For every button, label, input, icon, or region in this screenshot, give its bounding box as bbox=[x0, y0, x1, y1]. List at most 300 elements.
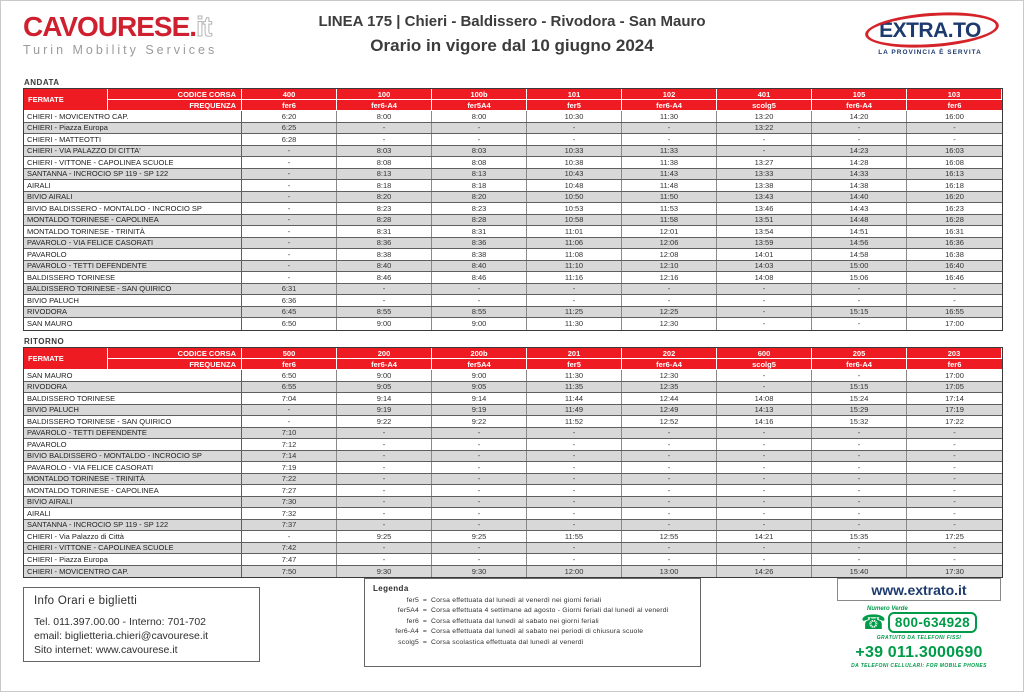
time-cell: 16:46 bbox=[945, 272, 964, 282]
time-cell: 17:05 bbox=[945, 382, 964, 392]
timetable-row bbox=[24, 566, 1002, 578]
timetable-row bbox=[24, 474, 1002, 486]
time-cell: - bbox=[337, 474, 432, 485]
time-cell: 14:23 bbox=[812, 146, 907, 157]
time-cell: - bbox=[953, 520, 956, 530]
stop-name-cell: CHIERI - Via Palazzo di Città bbox=[24, 531, 242, 542]
legend-rows bbox=[373, 597, 692, 646]
time-cell: 17:30 bbox=[945, 566, 964, 576]
time-cell: 9:22 bbox=[337, 416, 432, 427]
time-cell: 11:16 bbox=[527, 272, 622, 283]
time-cell: 8:08 bbox=[432, 157, 527, 168]
time-cell: 8:18 bbox=[432, 180, 527, 191]
time-cell: - bbox=[337, 451, 432, 462]
time-cell: 13:27 bbox=[717, 157, 812, 168]
time-cell: 8:38 bbox=[432, 249, 527, 260]
cavourese-brand-suffix: it bbox=[196, 11, 212, 42]
numero-verde-note: GRATUITO DA TELEFONI FISSI bbox=[876, 635, 962, 641]
extrato-logo bbox=[865, 15, 995, 56]
info-email-line: email: biglietteria.chieri@cavourese.it bbox=[34, 629, 209, 642]
timetable-row bbox=[24, 543, 1002, 555]
time-cell: - bbox=[337, 134, 432, 145]
time-cell: 11:35 bbox=[527, 382, 622, 393]
timetable-row bbox=[24, 238, 1002, 250]
time-cell: - bbox=[622, 428, 717, 439]
stop-name-cell: AIRALI bbox=[24, 180, 242, 191]
time-cell: - bbox=[432, 497, 527, 508]
time-cell: - bbox=[812, 554, 907, 565]
trip-frequency-cell: fer6-A4 bbox=[622, 359, 717, 370]
time-cell: 16:23 bbox=[945, 203, 964, 213]
time-cell: 11:25 bbox=[527, 307, 622, 318]
time-cell: - bbox=[622, 554, 717, 565]
time-cell: - bbox=[953, 462, 956, 472]
time-cell: 15:15 bbox=[812, 382, 907, 393]
time-cell: 12:08 bbox=[622, 249, 717, 260]
stop-name-cell: MONTALDO TORINESE - TRINITÀ bbox=[24, 474, 242, 485]
time-cell: 17:00 bbox=[945, 370, 964, 380]
time-cell: - bbox=[337, 123, 432, 134]
cavourese-logo bbox=[23, 13, 217, 57]
time-cell: 17:22 bbox=[945, 416, 964, 426]
stop-name-cell: CHIERI - MATTEOTTI bbox=[24, 134, 242, 145]
time-cell: - bbox=[717, 520, 812, 531]
time-cell: 8:38 bbox=[337, 249, 432, 260]
time-cell: 8:46 bbox=[432, 272, 527, 283]
trip-frequency-cell: fer6 bbox=[242, 100, 337, 111]
frequenza-label-cell: FREQUENZA bbox=[108, 100, 242, 111]
legend-description: Corsa effettuata 4 settimane ad agosto - Giorni feriali dal lunedì al venerdì bbox=[431, 607, 669, 614]
time-cell: 16:08 bbox=[945, 157, 964, 167]
time-cell: 14:20 bbox=[812, 111, 907, 122]
time-cell: 12:06 bbox=[622, 238, 717, 249]
trip-code-cell: 202 bbox=[622, 348, 717, 359]
time-cell: 11:49 bbox=[527, 405, 622, 416]
time-cell: - bbox=[242, 169, 337, 180]
time-cell: - bbox=[812, 497, 907, 508]
time-cell: - bbox=[953, 428, 956, 438]
document-header bbox=[23, 7, 1001, 71]
time-cell: 11:53 bbox=[622, 203, 717, 214]
time-cell: 15:40 bbox=[812, 566, 907, 578]
time-cell: - bbox=[717, 485, 812, 496]
time-cell: 14:21 bbox=[717, 531, 812, 542]
timetable-row bbox=[24, 307, 1002, 319]
time-cell: - bbox=[953, 554, 956, 564]
stop-name-cell: SANTANNA - INCROCIO SP 119 - SP 122 bbox=[24, 520, 242, 531]
time-cell: - bbox=[953, 284, 956, 294]
time-cell: 11:44 bbox=[527, 393, 622, 404]
time-cell: 6:36 bbox=[242, 295, 337, 306]
mobile-number: +39 011.3000690 bbox=[855, 644, 983, 661]
section-label-andata: ANDATA bbox=[24, 78, 60, 87]
time-cell: 9:25 bbox=[337, 531, 432, 542]
legend-equals: = bbox=[422, 607, 428, 614]
time-cell: 14:16 bbox=[717, 416, 812, 427]
trip-frequency-cell: scolg5 bbox=[717, 359, 812, 370]
extrato-logo-tagline: LA PROVINCIA È SERVITA bbox=[878, 49, 982, 56]
time-cell: 11:50 bbox=[622, 192, 717, 203]
time-cell: 9:00 bbox=[432, 370, 527, 381]
time-cell: - bbox=[717, 318, 812, 330]
time-cell: - bbox=[432, 462, 527, 473]
trip-frequency-cell: fer6 bbox=[907, 100, 1002, 111]
time-cell: - bbox=[812, 428, 907, 439]
extrato-contact-block bbox=[837, 578, 1001, 669]
time-cell: - bbox=[812, 485, 907, 496]
timetable-row bbox=[24, 226, 1002, 238]
time-cell: - bbox=[812, 520, 907, 531]
legend-description: Corsa scolastica effettuata dal lunedì al venerdì bbox=[431, 638, 584, 646]
time-cell: 17:19 bbox=[945, 405, 964, 415]
time-cell: 17:00 bbox=[945, 319, 964, 329]
time-cell: 8:18 bbox=[337, 180, 432, 191]
trip-frequency-cell: fer6-A4 bbox=[337, 359, 432, 370]
legend-title: Legenda bbox=[373, 584, 409, 593]
time-cell: 11:30 bbox=[622, 111, 717, 122]
trip-frequency-cell: fer6 bbox=[242, 359, 337, 370]
trip-frequency-cell: fer6-A4 bbox=[622, 100, 717, 111]
legend-item bbox=[373, 597, 692, 604]
time-cell: 8:28 bbox=[337, 215, 432, 226]
extrato-website: www.extrato.it bbox=[837, 578, 1001, 601]
trip-frequency-cell: fer6-A4 bbox=[812, 359, 907, 370]
time-cell: - bbox=[953, 439, 956, 449]
time-cell: 14:58 bbox=[812, 249, 907, 260]
trip-frequency-cell: fer6-A4 bbox=[337, 100, 432, 111]
timetable-row bbox=[24, 370, 1002, 382]
time-cell: 10:50 bbox=[527, 192, 622, 203]
timetable-row bbox=[24, 180, 1002, 192]
time-cell: - bbox=[717, 284, 812, 295]
time-cell: 14:01 bbox=[717, 249, 812, 260]
time-cell: 16:13 bbox=[945, 169, 964, 179]
time-cell: 15:00 bbox=[812, 261, 907, 272]
time-cell: 8:40 bbox=[337, 261, 432, 272]
time-cell: 11:48 bbox=[622, 180, 717, 191]
time-cell: 14:08 bbox=[717, 272, 812, 283]
time-cell: 11:55 bbox=[527, 531, 622, 542]
time-cell: 6:45 bbox=[242, 307, 337, 318]
trip-frequency-cell: fer5 bbox=[527, 100, 622, 111]
time-cell: 12:16 bbox=[622, 272, 717, 283]
time-cell: - bbox=[337, 520, 432, 531]
trip-frequency-cell: fer5 bbox=[527, 359, 622, 370]
timetable-row bbox=[24, 318, 1002, 330]
time-cell: 14:08 bbox=[717, 393, 812, 404]
time-cell: 8:20 bbox=[432, 192, 527, 203]
time-cell: - bbox=[242, 146, 337, 157]
time-cell: - bbox=[337, 543, 432, 554]
time-cell: 6:25 bbox=[242, 123, 337, 134]
stop-name-cell: CHIERI - MOVICENTRO CAP. bbox=[24, 111, 242, 122]
time-cell: 14:28 bbox=[812, 157, 907, 168]
time-cell: 12:25 bbox=[622, 307, 717, 318]
extrato-name-text: EXTRA.TO bbox=[879, 19, 981, 42]
trip-code-cell: 102 bbox=[622, 89, 717, 100]
timetable-row bbox=[24, 382, 1002, 394]
trip-code-cell: 203 bbox=[907, 348, 1002, 359]
time-cell: 9:22 bbox=[432, 416, 527, 427]
time-cell: 11:06 bbox=[527, 238, 622, 249]
time-cell: - bbox=[622, 474, 717, 485]
time-cell: - bbox=[527, 485, 622, 496]
time-cell: - bbox=[622, 462, 717, 473]
time-cell: - bbox=[717, 497, 812, 508]
time-cell: 12:10 bbox=[622, 261, 717, 272]
time-cell: - bbox=[622, 295, 717, 306]
time-cell: - bbox=[527, 474, 622, 485]
time-cell: 8:13 bbox=[432, 169, 527, 180]
fermate-header-cell: FERMATE bbox=[24, 348, 108, 370]
time-cell: - bbox=[717, 462, 812, 473]
time-cell: 16:18 bbox=[945, 180, 964, 190]
time-cell: - bbox=[622, 284, 717, 295]
time-cell: 13:38 bbox=[717, 180, 812, 191]
stop-name-cell: PAVAROLO - VIA FELICE CASORATI bbox=[24, 462, 242, 473]
time-cell: - bbox=[812, 439, 907, 450]
time-cell: 11:30 bbox=[527, 370, 622, 381]
time-cell: - bbox=[242, 531, 337, 542]
trip-frequency-cell: fer6 bbox=[907, 359, 1002, 370]
time-cell: 7:19 bbox=[242, 462, 337, 473]
timetable-row bbox=[24, 157, 1002, 169]
time-cell: - bbox=[432, 451, 527, 462]
timetable-row bbox=[24, 416, 1002, 428]
time-cell: - bbox=[337, 295, 432, 306]
time-cell: 16:03 bbox=[945, 146, 964, 156]
stop-name-cell: BALDISSERO TORINESE bbox=[24, 393, 242, 404]
time-cell: 6:20 bbox=[242, 111, 337, 122]
timetable-header-row bbox=[24, 89, 1002, 111]
legend-key: scolg5 bbox=[398, 638, 419, 646]
time-cell: 8:36 bbox=[432, 238, 527, 249]
time-cell: 13:46 bbox=[717, 203, 812, 214]
stop-name-cell: SAN MAURO bbox=[24, 370, 242, 381]
time-cell: - bbox=[337, 284, 432, 295]
time-cell: - bbox=[812, 474, 907, 485]
timetable-row bbox=[24, 203, 1002, 215]
legend-key: fer5A4 bbox=[397, 607, 419, 614]
time-cell: 12:30 bbox=[622, 370, 717, 381]
time-cell: 7:10 bbox=[242, 428, 337, 439]
time-cell: 9:05 bbox=[432, 382, 527, 393]
time-cell: 16:00 bbox=[945, 111, 964, 121]
time-cell: 8:08 bbox=[337, 157, 432, 168]
time-cell: 10:43 bbox=[527, 169, 622, 180]
legend-equals: = bbox=[422, 638, 428, 646]
timetable-row bbox=[24, 123, 1002, 135]
time-cell: 8:23 bbox=[337, 203, 432, 214]
time-cell: 7:12 bbox=[242, 439, 337, 450]
time-cell: 10:38 bbox=[527, 157, 622, 168]
time-cell: 9:19 bbox=[337, 405, 432, 416]
time-cell: 9:14 bbox=[337, 393, 432, 404]
trip-code-cell: 105 bbox=[812, 89, 907, 100]
time-cell: - bbox=[432, 520, 527, 531]
trip-code-cell: 500 bbox=[242, 348, 337, 359]
stop-name-cell: PAVAROLO bbox=[24, 439, 242, 450]
time-cell: 15:32 bbox=[812, 416, 907, 427]
time-cell: 7:37 bbox=[242, 520, 337, 531]
time-cell: 8:00 bbox=[432, 111, 527, 122]
time-cell: 11:08 bbox=[527, 249, 622, 260]
legend-item bbox=[373, 628, 692, 635]
time-cell: 9:14 bbox=[432, 393, 527, 404]
fermate-header-cell: FERMATE bbox=[24, 89, 108, 111]
time-cell: 14:13 bbox=[717, 405, 812, 416]
trip-code-cell: 100b bbox=[432, 89, 527, 100]
time-cell: 13:51 bbox=[717, 215, 812, 226]
stop-name-cell: CHIERI - VITTONE - CAPOLINEA SCUOLE bbox=[24, 157, 242, 168]
time-cell: - bbox=[812, 462, 907, 473]
stop-name-cell: PAVAROLO - TETTI DEFENDENTE bbox=[24, 261, 242, 272]
stop-name-cell: PAVAROLO bbox=[24, 249, 242, 260]
timetable-row bbox=[24, 393, 1002, 405]
time-cell: - bbox=[432, 134, 527, 145]
timetable-row bbox=[24, 215, 1002, 227]
time-cell: 6:31 bbox=[242, 284, 337, 295]
timetable-row bbox=[24, 295, 1002, 307]
time-cell: 8:13 bbox=[337, 169, 432, 180]
timetable-row bbox=[24, 462, 1002, 474]
time-cell: 10:30 bbox=[527, 111, 622, 122]
time-cell: - bbox=[432, 508, 527, 519]
stop-name-cell: RIVODORA bbox=[24, 307, 242, 318]
time-cell: 6:55 bbox=[242, 382, 337, 393]
time-cell: - bbox=[812, 451, 907, 462]
time-cell: 13:20 bbox=[717, 111, 812, 122]
stop-name-cell: BIVIO PALUCH bbox=[24, 295, 242, 306]
time-cell: - bbox=[432, 554, 527, 565]
time-cell: - bbox=[242, 238, 337, 249]
line-title: LINEA 175 | Chieri - Baldissero - Rivodora - San Mauro bbox=[318, 13, 706, 30]
time-cell: 15:35 bbox=[812, 531, 907, 542]
time-cell: - bbox=[717, 134, 812, 145]
time-cell: 14:03 bbox=[717, 261, 812, 272]
time-cell: - bbox=[622, 485, 717, 496]
time-cell: - bbox=[622, 134, 717, 145]
time-cell: - bbox=[432, 474, 527, 485]
time-cell: 16:55 bbox=[945, 307, 964, 317]
time-cell: - bbox=[953, 543, 956, 553]
time-cell: 8:28 bbox=[432, 215, 527, 226]
legend-description: Corsa effettuata dal lunedì al sabato nei giorni feriali bbox=[431, 617, 599, 625]
trip-code-cell: 100 bbox=[337, 89, 432, 100]
legend-key: fer6-A4 bbox=[395, 628, 419, 635]
time-cell: 12:30 bbox=[622, 318, 717, 330]
time-cell: 9:05 bbox=[337, 382, 432, 393]
time-cell: 17:25 bbox=[945, 531, 964, 541]
timetable-row bbox=[24, 192, 1002, 204]
time-cell: - bbox=[337, 428, 432, 439]
time-cell: 11:38 bbox=[622, 157, 717, 168]
time-cell: - bbox=[622, 520, 717, 531]
time-cell: - bbox=[242, 249, 337, 260]
time-cell: - bbox=[242, 180, 337, 191]
section-label-ritorno: RITORNO bbox=[24, 337, 65, 346]
time-cell: 12:44 bbox=[622, 393, 717, 404]
time-cell: 15:24 bbox=[812, 393, 907, 404]
time-cell: 16:20 bbox=[945, 192, 964, 202]
time-cell: - bbox=[432, 123, 527, 134]
trip-frequency-cell: fer5A4 bbox=[432, 100, 527, 111]
stop-name-cell: CHIERI - MOVICENTRO CAP. bbox=[24, 566, 242, 578]
time-cell: 8:00 bbox=[337, 111, 432, 122]
info-phone-line: Tel. 011.397.00.00 - Interno: 701-702 bbox=[34, 616, 207, 628]
time-cell: 8:40 bbox=[432, 261, 527, 272]
time-cell: - bbox=[812, 295, 907, 306]
stop-name-cell: BIVIO AIRALI bbox=[24, 497, 242, 508]
timetable-row bbox=[24, 497, 1002, 509]
time-cell: - bbox=[717, 428, 812, 439]
time-cell: - bbox=[337, 554, 432, 565]
time-cell: - bbox=[242, 261, 337, 272]
extrato-ellipse-icon bbox=[864, 8, 1000, 51]
trip-frequency-cell: fer5A4 bbox=[432, 359, 527, 370]
time-cell: - bbox=[953, 508, 956, 518]
time-cell: 8:55 bbox=[337, 307, 432, 318]
codice-corsa-label-cell: CODICE CORSA bbox=[108, 348, 242, 359]
time-cell: - bbox=[717, 474, 812, 485]
timetable-row bbox=[24, 554, 1002, 566]
time-cell: 8:31 bbox=[337, 226, 432, 237]
time-cell: - bbox=[432, 543, 527, 554]
trip-code-cell: 200b bbox=[432, 348, 527, 359]
time-cell: 9:30 bbox=[337, 566, 432, 578]
stop-name-cell: SANTANNA - INCROCIO SP 119 - SP 122 bbox=[24, 169, 242, 180]
time-cell: 8:46 bbox=[337, 272, 432, 283]
time-cell: - bbox=[527, 497, 622, 508]
legend-description: Corsa effettuata dal lunedì al sabato nei periodi di chiusura scuole bbox=[431, 628, 644, 635]
stop-name-cell: BIVIO PALUCH bbox=[24, 405, 242, 416]
time-cell: - bbox=[527, 134, 622, 145]
time-cell: 8:03 bbox=[337, 146, 432, 157]
time-cell: - bbox=[717, 295, 812, 306]
time-cell: 11:58 bbox=[622, 215, 717, 226]
timetable-row bbox=[24, 508, 1002, 520]
time-cell: 7:27 bbox=[242, 485, 337, 496]
time-cell: - bbox=[953, 134, 956, 144]
timetable-row bbox=[24, 272, 1002, 284]
legend-item bbox=[373, 618, 692, 625]
time-cell: - bbox=[432, 295, 527, 306]
time-cell: 9:30 bbox=[432, 566, 527, 578]
time-cell: 8:36 bbox=[337, 238, 432, 249]
mobile-number-note: DA TELEFONI CELLULARI: FOR MOBILE PHONES bbox=[851, 663, 987, 669]
time-cell: 7:50 bbox=[242, 566, 337, 578]
time-cell: - bbox=[242, 416, 337, 427]
time-cell: - bbox=[242, 215, 337, 226]
stop-name-cell: AIRALI bbox=[24, 508, 242, 519]
time-cell: 15:06 bbox=[812, 272, 907, 283]
time-cell: 9:00 bbox=[432, 318, 527, 330]
time-cell: 7:14 bbox=[242, 451, 337, 462]
timetable-row bbox=[24, 439, 1002, 451]
time-cell: 16:28 bbox=[945, 215, 964, 225]
timetable-row bbox=[24, 451, 1002, 463]
trip-frequency-cell: fer6-A4 bbox=[812, 100, 907, 111]
time-cell: - bbox=[242, 272, 337, 283]
timetable-row bbox=[24, 284, 1002, 296]
time-cell: - bbox=[337, 497, 432, 508]
time-cell: - bbox=[242, 405, 337, 416]
time-cell: - bbox=[242, 157, 337, 168]
stop-name-cell: CHIERI - Piazza Europa bbox=[24, 554, 242, 565]
time-cell: - bbox=[953, 485, 956, 495]
time-cell: 8:03 bbox=[432, 146, 527, 157]
stop-name-cell: BIVIO BALDISSERO - MONTALDO - INCROCIO SP bbox=[24, 203, 242, 214]
